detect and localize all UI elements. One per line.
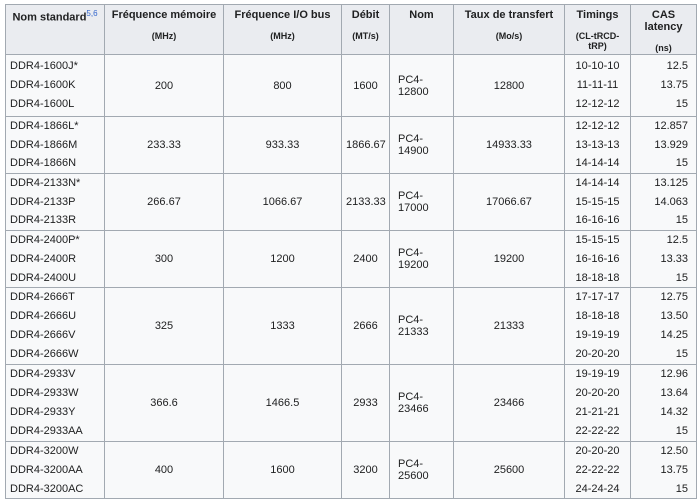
cas-latency-value: 13.50 (660, 310, 688, 323)
timing-value: 17-17-17 (575, 291, 620, 304)
memory-frequency-cell: 325 (105, 288, 224, 365)
timings-cell (565, 231, 631, 288)
timing-value: 21-21-21 (575, 406, 620, 419)
standard-name: DDR4-2933V (10, 368, 76, 381)
io-bus-frequency-cell: 1066.67 (224, 174, 342, 231)
memory-frequency-cell: 266.67 (105, 174, 224, 231)
standard-name: DDR4-2666T (10, 291, 75, 304)
cas-latency-value: 13.75 (660, 463, 688, 476)
standard-name: DDR4-1600K (10, 79, 76, 92)
standard-name: DDR4-3200W (10, 445, 79, 458)
standard-name: DDR4-2666U (10, 310, 77, 323)
transfer-rate-cell: 19200 (454, 231, 565, 288)
cas-latency-value: 12.5 (666, 60, 688, 73)
timing-value: 20-20-20 (575, 348, 620, 361)
standard-names-cell (6, 365, 105, 442)
header-unit: (CL-tRCD-tRP) (575, 31, 620, 51)
data-rate-cell: 1866.67 (342, 117, 390, 174)
timing-value: 14-14-14 (575, 177, 620, 190)
cas-latency-value: 12.50 (660, 445, 688, 458)
io-bus-frequency-cell: 800 (224, 55, 342, 117)
io-bus-frequency-cell: 933.33 (224, 117, 342, 174)
table-row (6, 288, 697, 365)
timing-value: 15-15-15 (575, 195, 620, 208)
standard-name: DDR4-3200AA (10, 463, 83, 476)
ddr4-specs-table (5, 4, 697, 499)
memory-frequency-cell: 400 (105, 442, 224, 499)
timings-cell (565, 55, 631, 117)
cas-latency-value: 15 (675, 214, 688, 227)
timings-cell (565, 174, 631, 231)
standard-name: DDR4-1866N (10, 157, 77, 170)
table-row (6, 442, 697, 499)
standard-name: DDR4-2133N* (10, 177, 81, 190)
data-rate-cell: 2666 (342, 288, 390, 365)
header-frequence-memoire (105, 5, 224, 55)
cas-latency-value: 13.125 (654, 177, 688, 190)
cas-latency-value: 15 (675, 482, 688, 495)
data-rate-cell: 2400 (342, 231, 390, 288)
cas-latency-value: 13.929 (654, 138, 688, 151)
header-label: Débit (351, 9, 380, 21)
standard-names-cell (6, 55, 105, 117)
standard-name: DDR4-2666V (10, 329, 76, 342)
cas-latency-cell (631, 117, 697, 174)
timings-cell (565, 365, 631, 442)
memory-frequency-cell: 366.6 (105, 365, 224, 442)
standard-name: DDR4-1600J* (10, 60, 78, 73)
cas-latency-cell (631, 288, 697, 365)
standard-name: DDR4-2666W (10, 348, 79, 361)
standard-names-cell (6, 117, 105, 174)
memory-frequency-cell: 233.33 (105, 117, 224, 174)
timing-value: 12-12-12 (575, 97, 620, 110)
module-name-cell: PC4-19200 (390, 231, 454, 288)
cas-latency-cell (631, 55, 697, 117)
cas-latency-value: 15 (675, 348, 688, 361)
standard-names-cell (6, 442, 105, 499)
cas-latency-cell (631, 365, 697, 442)
cas-latency-value: 13.64 (660, 387, 688, 400)
timing-value: 15-15-15 (575, 234, 620, 247)
timings-cell (565, 442, 631, 499)
memory-frequency-cell: 300 (105, 231, 224, 288)
standard-name: DDR4-1866M (10, 138, 78, 151)
cas-latency-value: 12.96 (660, 368, 688, 381)
standard-name: DDR4-1600L (10, 97, 75, 110)
header-label: Fréquence mémoire (111, 9, 217, 21)
standard-name: DDR4-2933AA (10, 425, 83, 438)
table-row (6, 365, 697, 442)
standard-names-cell (6, 288, 105, 365)
transfer-rate-cell: 25600 (454, 442, 565, 499)
cas-latency-value: 14.25 (660, 329, 688, 342)
table-body (6, 55, 697, 499)
cas-latency-value: 12.75 (660, 291, 688, 304)
table-row (6, 174, 697, 231)
header-label: CAS latency (644, 9, 683, 33)
timing-value: 18-18-18 (575, 310, 620, 323)
cas-latency-value: 15 (675, 157, 688, 170)
timing-value: 14-14-14 (575, 157, 620, 170)
module-name-cell: PC4-23466 (390, 365, 454, 442)
standard-name: DDR4-2400P* (10, 234, 80, 247)
io-bus-frequency-cell: 1200 (224, 231, 342, 288)
io-bus-frequency-cell: 1466.5 (224, 365, 342, 442)
header-label: Timings (576, 9, 619, 21)
timing-value: 24-24-24 (575, 482, 620, 495)
cas-latency-cell (631, 442, 697, 499)
header-taux-de-transfert (454, 5, 565, 55)
cas-latency-value: 14.063 (654, 195, 688, 208)
timing-value: 22-22-22 (575, 425, 620, 438)
cas-latency-value: 15 (675, 425, 688, 438)
timing-value: 10-10-10 (575, 60, 620, 73)
timing-value: 18-18-18 (575, 271, 620, 284)
header-nom (390, 5, 454, 55)
memory-frequency-cell: 200 (105, 55, 224, 117)
module-name-cell: PC4-12800 (390, 55, 454, 117)
standard-name: DDR4-3200AC (10, 482, 84, 495)
timing-value: 22-22-22 (575, 463, 620, 476)
cas-latency-value: 13.75 (660, 79, 688, 92)
header-label: Taux de transfert (464, 9, 554, 21)
header-unit: (MHz) (151, 31, 177, 41)
timings-cell (565, 117, 631, 174)
timing-value: 20-20-20 (575, 387, 620, 400)
standard-names-cell (6, 231, 105, 288)
header-debit (342, 5, 390, 55)
timing-value: 19-19-19 (575, 368, 620, 381)
table-row (6, 55, 697, 117)
header-unit: (ns) (655, 43, 672, 53)
timing-value: 20-20-20 (575, 445, 620, 458)
header-label: Fréquence I/O bus (234, 9, 331, 21)
cas-latency-value: 14.32 (660, 406, 688, 419)
timing-value: 11-11-11 (576, 79, 619, 92)
timings-cell (565, 288, 631, 365)
header-frequence-io-bus (224, 5, 342, 55)
cas-latency-value: 13.33 (660, 252, 688, 265)
header-unit: (Mo/s) (495, 31, 523, 41)
cas-latency-value: 12.5 (666, 234, 688, 247)
cas-latency-value: 15 (675, 271, 688, 284)
cas-latency-value: 12.857 (654, 120, 688, 132)
standard-name: DDR4-2933Y (10, 406, 76, 419)
table-row (6, 231, 697, 288)
header-unit: (MHz) (270, 31, 295, 41)
header-timings (565, 5, 631, 55)
data-rate-cell: 1600 (342, 55, 390, 117)
timing-value: 12-12-12 (575, 120, 620, 132)
transfer-rate-cell: 23466 (454, 365, 565, 442)
cas-latency-cell (631, 231, 697, 288)
timing-value: 16-16-16 (575, 252, 620, 265)
standard-name: DDR4-1866L* (10, 120, 79, 132)
module-name-cell: PC4-14900 (390, 117, 454, 174)
io-bus-frequency-cell: 1600 (224, 442, 342, 499)
timing-value: 16-16-16 (575, 214, 620, 227)
module-name-cell: PC4-21333 (390, 288, 454, 365)
standard-name: DDR4-2133R (10, 214, 77, 227)
transfer-rate-cell: 14933.33 (454, 117, 565, 174)
header-row (6, 5, 697, 55)
data-rate-cell: 3200 (342, 442, 390, 499)
standard-name: DDR4-2400U (10, 271, 77, 284)
data-rate-cell: 2933 (342, 365, 390, 442)
transfer-rate-cell: 17066.67 (454, 174, 565, 231)
cas-latency-value: 15 (675, 97, 688, 110)
transfer-rate-cell: 12800 (454, 55, 565, 117)
timing-value: 13-13-13 (575, 138, 620, 151)
standard-name: DDR4-2133P (10, 195, 76, 208)
header-label: Nom standard (12, 11, 87, 24)
data-rate-cell: 2133.33 (342, 174, 390, 231)
table-row (6, 117, 697, 174)
timing-value: 19-19-19 (575, 329, 620, 342)
standard-names-cell (6, 174, 105, 231)
standard-name: DDR4-2933W (10, 387, 79, 400)
header-label: Nom (409, 9, 434, 21)
reference-link[interactable]: 5,6 (86, 9, 98, 18)
module-name-cell: PC4-25600 (390, 442, 454, 499)
standard-name: DDR4-2400R (10, 252, 77, 265)
cas-latency-cell (631, 174, 697, 231)
header-nom-standard (6, 5, 105, 55)
io-bus-frequency-cell: 1333 (224, 288, 342, 365)
transfer-rate-cell: 21333 (454, 288, 565, 365)
header-cas-latency (631, 5, 697, 55)
header-unit: (MT/s) (352, 31, 379, 41)
module-name-cell: PC4-17000 (390, 174, 454, 231)
